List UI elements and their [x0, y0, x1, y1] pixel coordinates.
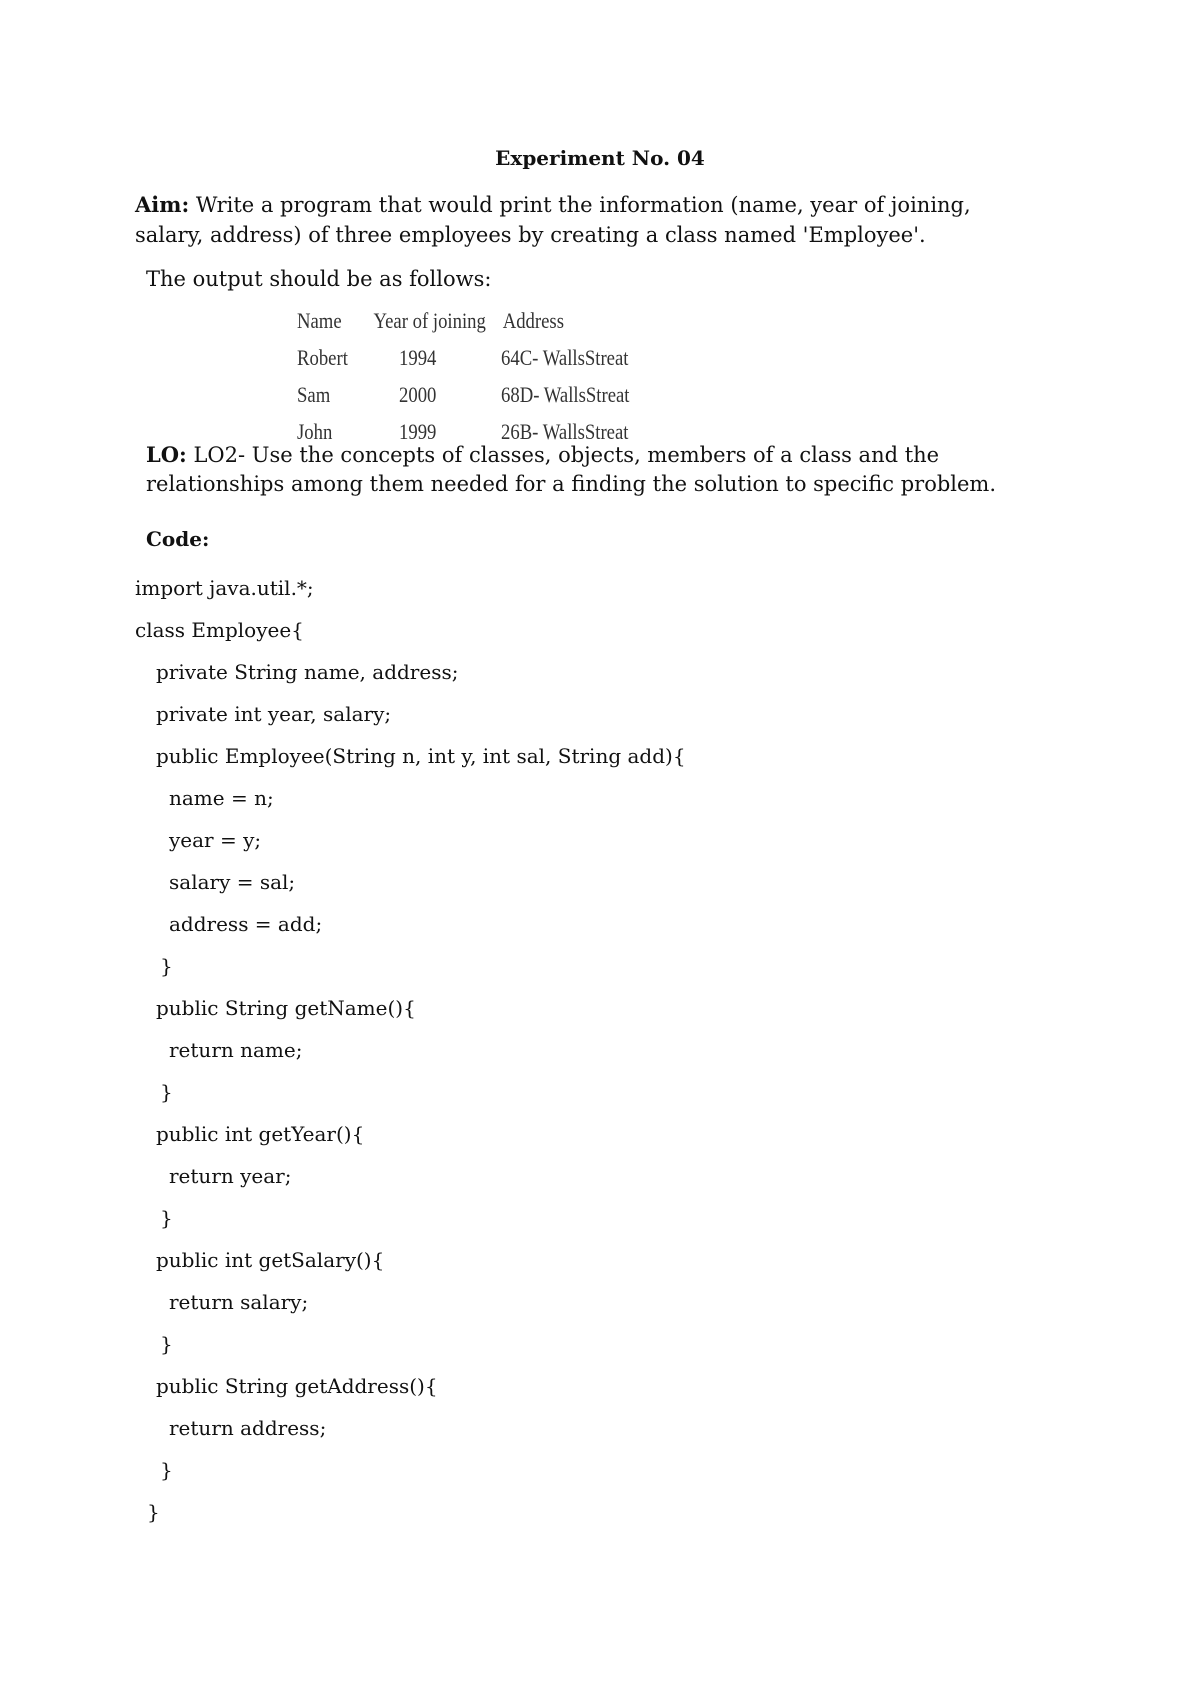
aim-paragraph — [135, 190, 1035, 250]
code-line: public String getAddress(){ — [156, 1374, 438, 1398]
cell-year: 1999 — [399, 419, 437, 444]
cell-year: 1994 — [399, 345, 437, 370]
code-block — [135, 567, 686, 1533]
code-line: return salary; — [169, 1290, 309, 1314]
cell-address: 68D- WallsStreat — [501, 382, 630, 407]
aim-text: Write a program that would print the information (name, year of joining, salary, address) of three employees by creating a class named 'Employee'. — [135, 193, 971, 247]
code-line: } — [160, 954, 173, 978]
code-line: public int getYear(){ — [156, 1122, 365, 1146]
lo-label: LO: — [146, 442, 187, 467]
code-line: return year; — [169, 1164, 292, 1188]
code-line: return name; — [169, 1038, 303, 1062]
code-line: address = add; — [169, 912, 323, 936]
table-row — [297, 345, 654, 382]
code-line: public String getName(){ — [156, 996, 416, 1020]
lo-text: LO2- Use the concepts of classes, objects, members of a class and the relationships among them needed for a finding the solution to specific problem. — [146, 443, 997, 496]
header-name: Name — [297, 308, 342, 333]
cell-name: Sam — [297, 382, 331, 407]
code-line: name = n; — [169, 786, 274, 810]
cell-address: 64C- WallsStreat — [501, 345, 629, 370]
code-line: public Employee(String n, int y, int sal, String add){ — [156, 744, 686, 768]
code-line: } — [160, 1080, 173, 1104]
code-line: public int getSalary(){ — [156, 1248, 385, 1272]
output-table — [297, 308, 654, 456]
code-line: } — [147, 1500, 160, 1524]
table-row — [297, 382, 654, 419]
code-line: private int year, salary; — [156, 702, 392, 726]
cell-name: John — [297, 419, 333, 444]
code-line: } — [160, 1458, 173, 1482]
code-line: } — [160, 1206, 173, 1230]
cell-name: Robert — [297, 345, 348, 370]
cell-address: 26B- WallsStreat — [501, 419, 629, 444]
aim-label: Aim: — [135, 192, 190, 217]
code-line: year = y; — [169, 828, 262, 852]
code-line: return address; — [169, 1416, 327, 1440]
header-year: Year of joining — [373, 308, 486, 333]
output-intro: The output should be as follows: — [146, 267, 492, 291]
code-line: } — [160, 1332, 173, 1356]
code-line: class Employee{ — [135, 618, 304, 642]
output-table-header — [297, 308, 654, 345]
cell-year: 2000 — [399, 382, 437, 407]
learning-outcome — [146, 440, 1046, 499]
page-title: Experiment No. 04 — [495, 146, 705, 170]
code-heading: Code: — [146, 527, 210, 551]
code-line: import java.util.*; — [135, 576, 314, 600]
code-line: salary = sal; — [169, 870, 296, 894]
code-line: private String name, address; — [156, 660, 459, 684]
header-address: Address — [502, 308, 564, 333]
